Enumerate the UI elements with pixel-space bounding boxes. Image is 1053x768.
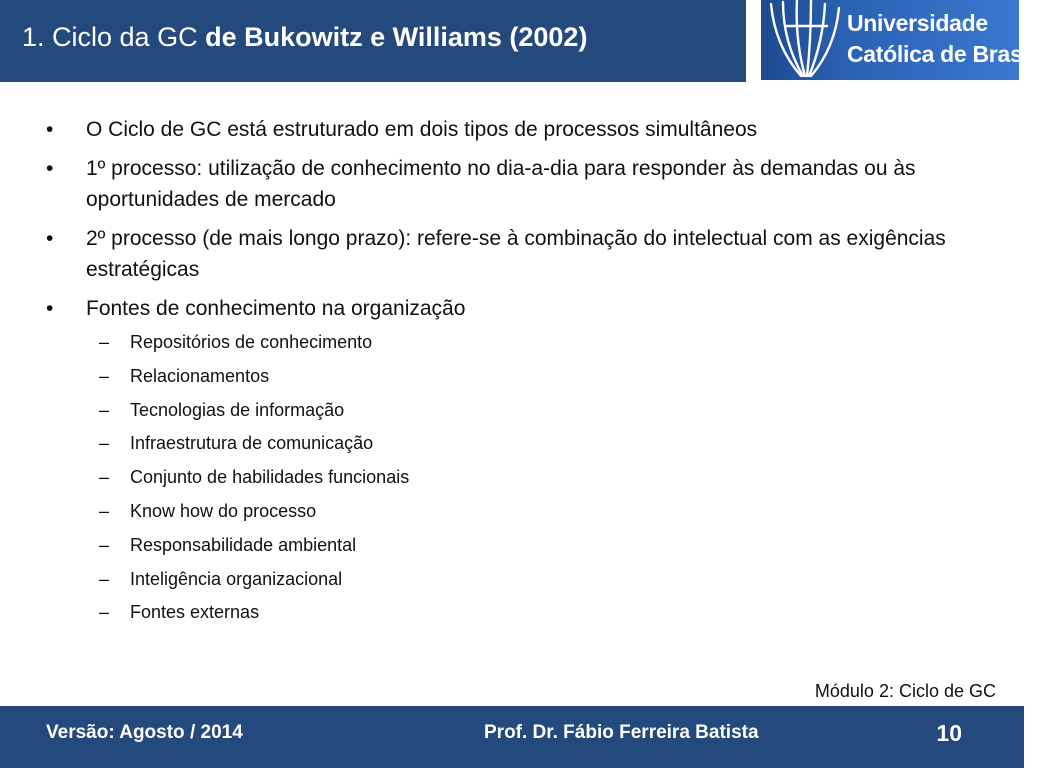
dash-icon: – bbox=[99, 534, 110, 555]
logo-text bbox=[847, 8, 1053, 70]
sub-bullet-text: Repositórios de conhecimento bbox=[130, 332, 373, 352]
sub-bullet-text: Fontes externas bbox=[130, 602, 260, 623]
module-label: Módulo 2: Ciclo de GC bbox=[814, 681, 996, 701]
sub-bullet-text: Conjunto de habilidades funcionais bbox=[130, 467, 410, 488]
bullet-item bbox=[44, 153, 964, 215]
dash-icon: – bbox=[99, 365, 110, 386]
footer-version: Versão: Agosto / 2014 bbox=[46, 722, 243, 743]
sub-bullet-item bbox=[44, 567, 964, 592]
bullet-text: 1º processo: utilização de conhecimento no dia-a-dia para responder às demandas ou às oportunidades de mercado bbox=[86, 157, 916, 211]
bullet-dot-icon: • bbox=[46, 297, 54, 320]
slide-title bbox=[22, 22, 587, 53]
header-bar bbox=[0, 0, 746, 82]
dash-icon: – bbox=[99, 332, 110, 352]
logo-line-2: Católica de Brasília bbox=[847, 41, 1053, 67]
bullet-dot-icon: • bbox=[46, 118, 54, 141]
dash-icon: – bbox=[99, 602, 110, 623]
dash-icon: – bbox=[99, 467, 110, 488]
slide-page-number: 10 bbox=[936, 720, 962, 746]
sub-bullet-text: Infraestrutura de comunicação bbox=[130, 433, 374, 454]
bullet-dot-icon: • bbox=[46, 227, 54, 250]
sub-bullet-item bbox=[44, 499, 964, 524]
slide-content bbox=[44, 114, 964, 634]
sub-bullet-list bbox=[44, 330, 964, 625]
sub-bullet-item bbox=[44, 465, 964, 490]
sub-bullet-text: Tecnologias de informação bbox=[130, 399, 345, 420]
university-logo bbox=[761, 0, 1053, 80]
sub-bullet-text: Relacionamentos bbox=[130, 365, 270, 386]
footer-bar bbox=[0, 706, 1024, 768]
sub-bullet-item bbox=[44, 600, 964, 625]
slide-title-plain: 1. Ciclo da GC bbox=[22, 22, 206, 52]
bullet-text: O Ciclo de GC está estruturado em dois tipos de processos simultâneos bbox=[86, 118, 758, 141]
sub-bullet-item bbox=[44, 330, 964, 355]
dash-icon: – bbox=[99, 433, 110, 454]
footer-author: Prof. Dr. Fábio Ferreira Batista bbox=[484, 722, 759, 743]
sub-bullet-text: Inteligência organizacional bbox=[130, 568, 343, 589]
slide-title-bold: de Bukowitz e Williams (2002) bbox=[205, 22, 588, 52]
sub-bullet-text: Responsabilidade ambiental bbox=[130, 534, 357, 555]
sub-bullet-item bbox=[44, 398, 964, 423]
sub-bullet-item bbox=[44, 364, 964, 389]
dash-icon: – bbox=[99, 500, 110, 521]
bullet-item bbox=[44, 293, 964, 324]
bullet-item bbox=[44, 114, 964, 145]
bullet-item bbox=[44, 223, 964, 285]
cathedral-icon bbox=[761, 0, 847, 80]
bullet-text: Fontes de conhecimento na organização bbox=[86, 297, 466, 320]
sub-bullet-item bbox=[44, 431, 964, 456]
bullet-dot-icon: • bbox=[46, 157, 54, 180]
bullet-text: 2º processo (de mais longo prazo): refere-se à combinação do intelectual com as exigências estratégicas bbox=[86, 227, 946, 281]
dash-icon: – bbox=[99, 568, 110, 589]
sub-bullet-item bbox=[44, 533, 964, 558]
sub-bullet-text: Know how do processo bbox=[130, 500, 317, 521]
dash-icon: – bbox=[99, 399, 110, 420]
logo-line-1: Universidade bbox=[847, 10, 988, 36]
